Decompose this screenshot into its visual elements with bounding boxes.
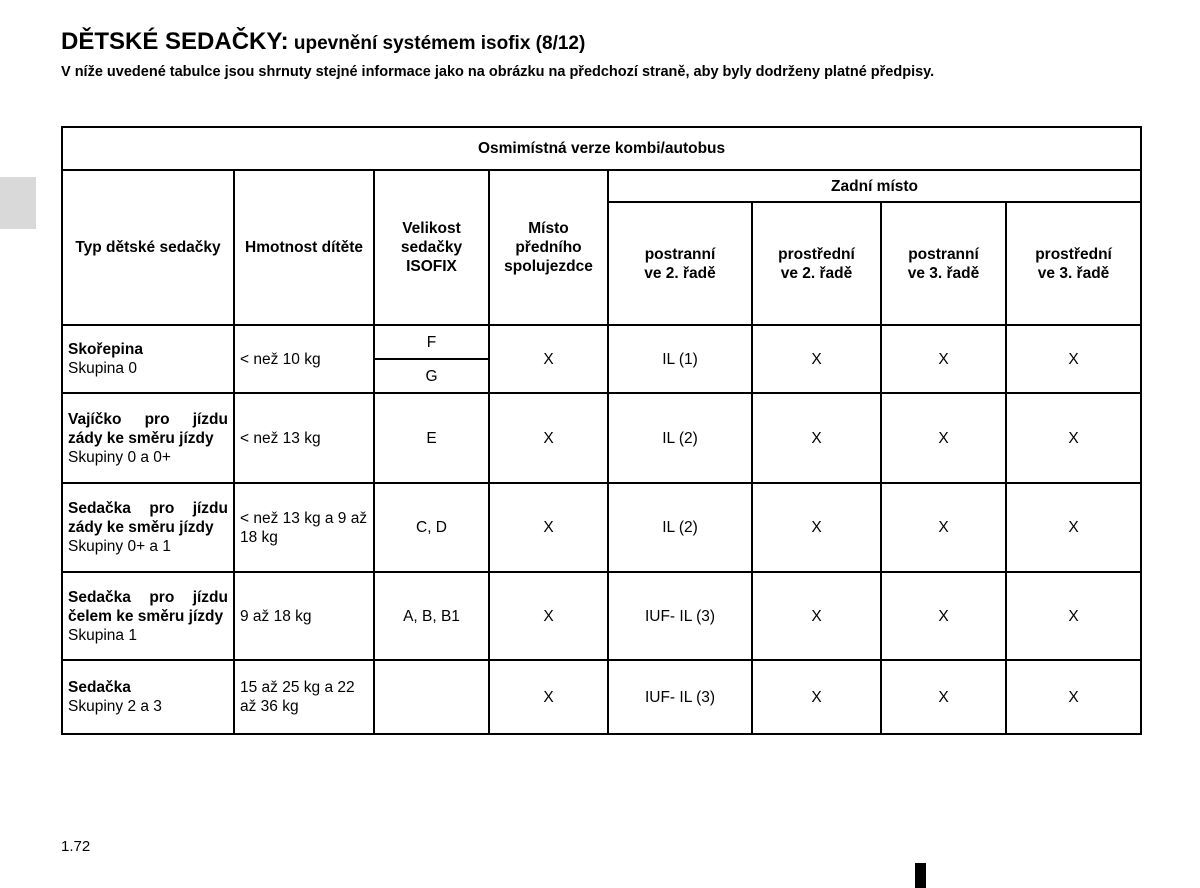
header-line: prostřední	[778, 245, 855, 263]
rear-cell: IL (2)	[608, 483, 752, 572]
header-front-seat-line: předního	[515, 239, 582, 256]
seat-type-name: Skořepina	[68, 341, 143, 358]
rear-cell: X	[881, 572, 1006, 660]
intro-paragraph: V níže uvedené tabulce jsou shrnuty stejné informace jako na obrázku na předchozí straně, aby byly dodrženy platné předpisy.	[61, 64, 935, 80]
rear-cell: X	[752, 325, 881, 393]
seat-type-cell	[62, 660, 234, 734]
isofix-size-cell: G	[374, 359, 489, 393]
weight-cell: < než 10 kg	[234, 325, 374, 393]
rear-cell: X	[1006, 660, 1141, 734]
rear-cell: X	[881, 483, 1006, 572]
header-front-seat	[489, 170, 608, 325]
isofix-size-cell	[374, 660, 489, 734]
header-rear-side-row2	[608, 202, 752, 325]
header-child-seat-type: Typ dětské sedačky	[62, 170, 234, 325]
seat-type-cell	[62, 572, 234, 660]
header-isofix-size-line: Velikost	[402, 220, 461, 237]
front-seat-cell: X	[489, 660, 608, 734]
seat-type-name: Sedačka	[68, 679, 131, 696]
header-front-seat-line: spolujezdce	[504, 258, 593, 275]
page-title-main: DĚTSKÉ SEDAČKY:	[61, 28, 289, 55]
rear-cell: IUF- IL (3)	[608, 572, 752, 660]
front-seat-cell: X	[489, 325, 608, 393]
header-line: ve 2. řadě	[780, 264, 853, 282]
seat-type-group: Skupina 0	[68, 360, 137, 377]
header-rear-seat: Zadní místo	[608, 170, 1141, 202]
isofix-size-cell: F	[374, 325, 489, 359]
weight-cell: 9 až 18 kg	[234, 572, 374, 660]
seat-type-cell	[62, 393, 234, 483]
isofix-size-cell: A, B, B1	[374, 572, 489, 660]
seat-type-group: Skupiny 0 a 0+	[68, 448, 171, 466]
rear-cell: X	[1006, 572, 1141, 660]
seat-type-cell	[62, 325, 234, 393]
weight-cell: < než 13 kg	[234, 393, 374, 483]
table-row	[62, 393, 1141, 483]
table-row	[62, 660, 1141, 734]
rear-cell: X	[881, 325, 1006, 393]
seat-type-name: Sedačka pro jízdu čelem ke směru jízdy	[68, 588, 228, 625]
rear-cell: X	[881, 393, 1006, 483]
front-seat-cell: X	[489, 393, 608, 483]
chapter-tab-marker	[0, 177, 36, 229]
front-seat-cell: X	[489, 483, 608, 572]
table-row	[62, 325, 1141, 359]
isofix-size-cell: C, D	[374, 483, 489, 572]
seat-type-group: Skupiny 0+ a 1	[68, 538, 171, 555]
seat-type-cell	[62, 483, 234, 572]
isofix-size-cell: E	[374, 393, 489, 483]
header-isofix-size	[374, 170, 489, 325]
table-row	[62, 483, 1141, 572]
header-rear-middle-row2	[752, 202, 881, 325]
page-title	[61, 20, 585, 57]
header-line: postranní	[908, 245, 979, 263]
header-line: ve 3. řadě	[1037, 264, 1110, 282]
rear-cell: IUF- IL (3)	[608, 660, 752, 734]
seat-type-name: Sedačka pro jízdu zády ke směru jízdy	[68, 500, 228, 536]
header-line: ve 3. řadě	[907, 264, 980, 282]
seat-type-name: Vajíčko pro jízdu zády ke směru jízdy	[68, 410, 228, 447]
rear-cell: X	[1006, 483, 1141, 572]
seat-type-group: Skupiny 2 a 3	[68, 698, 162, 715]
rear-cell: X	[881, 660, 1006, 734]
rear-cell: X	[752, 483, 881, 572]
front-seat-cell: X	[489, 572, 608, 660]
header-line: ve 2. řadě	[644, 264, 716, 282]
rear-cell: IL (1)	[608, 325, 752, 393]
header-rear-middle-row3	[1006, 202, 1141, 325]
header-child-weight: Hmotnost dítěte	[234, 170, 374, 325]
rear-cell: X	[1006, 393, 1141, 483]
section-end-marker	[915, 863, 926, 888]
header-rear-side-row3	[881, 202, 1006, 325]
page-title-sub: upevnění systémem isofix (8/12)	[288, 33, 586, 54]
header-isofix-size-line: sedačky	[400, 239, 463, 256]
header-isofix-size-line: ISOFIX	[406, 258, 457, 275]
table-row	[62, 572, 1141, 660]
header-front-seat-line: Místo	[528, 220, 569, 237]
table-caption: Osmimístná verze kombi/autobus	[62, 127, 1141, 170]
table-caption-row	[62, 127, 1141, 170]
rear-cell: X	[752, 393, 881, 483]
weight-cell: < než 13 kg a 9 až 18 kg	[234, 483, 374, 572]
seat-type-group: Skupina 1	[68, 626, 137, 644]
rear-cell: X	[752, 660, 881, 734]
rear-cell: IL (2)	[608, 393, 752, 483]
header-line: postranní	[644, 245, 716, 263]
page-number: 1.72	[61, 838, 91, 855]
isofix-table	[61, 126, 1142, 735]
weight-cell: 15 až 25 kg a 22 až 36 kg	[234, 660, 374, 734]
header-line: prostřední	[1035, 245, 1112, 263]
header-row-1	[62, 170, 1141, 202]
rear-cell: X	[752, 572, 881, 660]
rear-cell: X	[1006, 325, 1141, 393]
